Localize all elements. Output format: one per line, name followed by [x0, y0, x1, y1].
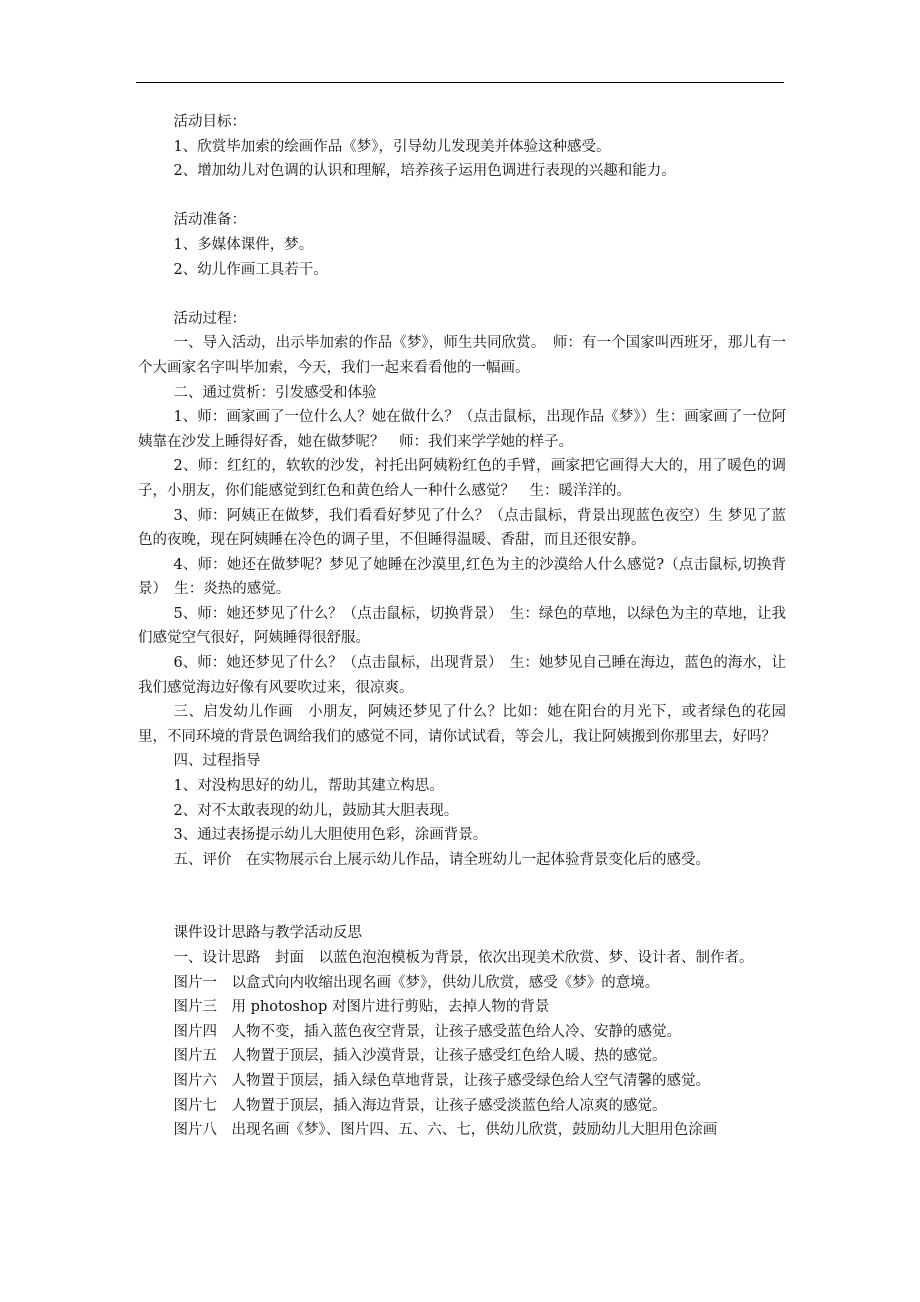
process-paragraph: 四、过程指导 [173, 753, 261, 770]
header-rule [136, 82, 784, 83]
section-heading-process: 活动过程： [173, 310, 247, 327]
spacer [138, 184, 786, 209]
slide-description: 图片三 用 photoshop 对图片进行剪贴，去掉人物的背景 [173, 999, 550, 1016]
process-paragraph: 2、师：红红的，软软的沙发，衬托出阿姨粉红色的手臂，画家把它画得大大的，用了暖色的调子，小朋友，你们能感觉到红色和黄色给人一种什么感觉？ 生：暖洋洋的。 [138, 458, 786, 499]
slide-description: 图片六 人物置于顶层，插入绿色草地背景，让孩子感受绿色给人空气清馨的感觉。 [173, 1072, 711, 1089]
preparation-item: 2、幼儿作画工具若干。 [173, 261, 328, 278]
process-paragraph: 5、师：她还梦见了什么？（点击鼠标，切换背景） 生：绿色的草地，以绿色为主的草地，让我们感觉空气很好，阿姨睡得很舒服。 [138, 605, 786, 647]
reflection-paragraph: 一、设计思路 封面 以蓝色泡泡模板为背景，依次出现美术欣赏、梦、设计者、制作者。 [173, 950, 754, 966]
process-paragraph: 6、师：她还梦见了什么？（点击鼠标，出现背景） 生：她梦见自己睡在海边，蓝色的海水，让我们感觉海边好像有风要吹过来，很凉爽。 [138, 655, 786, 696]
section-heading-preparation: 活动准备： [173, 212, 247, 229]
document-body [138, 110, 786, 1143]
process-paragraph: 三、启发幼儿作画 小朋友，阿姨还梦见了什么？比如：她在阳台的月光下，或者绿色的花园里，不同环境的背景色调给我们的感觉不同，请你试试看，等会儿，我让阿姨搬到你那里去，好吗？ [138, 704, 786, 745]
slide-description: 图片四 人物不变，插入蓝色夜空背景，让孩子感受蓝色给人冷、安静的感觉。 [173, 1023, 682, 1040]
goal-item: 2、增加幼儿对色调的认识和理解，培养孩子运用色调进行表现的兴趣和能力。 [173, 163, 676, 180]
slide-description: 图片一 以盒式向内收缩出现名画《梦》，供幼儿欣赏，感受《梦》的意境。 [173, 974, 660, 991]
process-paragraph: 4、师：她还在做梦呢？梦见了她睡在沙漠里,红色为主的沙漠给人什么感觉?（点击鼠标,切换背景） 生：炎热的感觉。 [138, 556, 786, 598]
preparation-item: 1、多媒体课件，梦。 [173, 236, 314, 253]
slide-description: 图片五 人物置于顶层，插入沙漠背景，让孩子感受红色给人暖、热的感觉。 [173, 1048, 667, 1065]
spacer [138, 872, 786, 921]
process-paragraph: 二、通过赏析：引发感受和体验 [173, 384, 377, 401]
process-paragraph: 3、通过表扬提示幼儿大胆使用色彩，涂画背景。 [173, 827, 488, 844]
slide-description: 图片七 人物置于顶层，插入海边背景，让孩子感受淡蓝色给人凉爽的感觉。 [173, 1097, 667, 1114]
process-paragraph: 1、师：画家画了一位什么人？她在做什么？（点击鼠标，出现作品《梦》）生：画家画了一位阿姨靠在沙发上睡得好香，她在做梦呢？ 师：我们来学学她的样子。 [138, 409, 786, 450]
section-heading-reflection: 课件设计思路与教学活动反思 [173, 925, 363, 942]
process-paragraph: 3、师：阿姨正在做梦，我们看看好梦见了什么？（点击鼠标，背景出现蓝色夜空）生 梦见了蓝色的夜晚，现在阿姨睡在冷色的调子里，不但睡得温暖、香甜，而且还很安静。 [138, 507, 786, 549]
process-paragraph: 1、对没构思好的幼儿，帮助其建立构思。 [173, 778, 444, 795]
slide-description: 图片八 出现名画《梦》、图片四、五、六、七，供幼儿欣赏，鼓励幼儿大胆用色涂画 [173, 1122, 718, 1139]
spacer [138, 282, 786, 307]
goal-item: 1、欣赏毕加索的绘画作品《梦》，引导幼儿发现美并体验这种感受。 [173, 138, 611, 155]
process-paragraph: 一、导入活动，出示毕加索的作品《梦》，师生共同欣赏。 师：有一个国家叫西班牙，那儿有一个大画家名字叫毕加索，今天，我们一起来看看他的一幅画。 [138, 335, 786, 376]
process-paragraph: 五、评价 在实物展示台上展示幼儿作品，请全班幼儿一起体验背景变化后的感受。 [173, 851, 711, 868]
section-heading-goals: 活动目标： [173, 114, 247, 130]
process-paragraph: 2、对不太敢表现的幼儿，鼓励其大胆表现。 [173, 802, 459, 819]
